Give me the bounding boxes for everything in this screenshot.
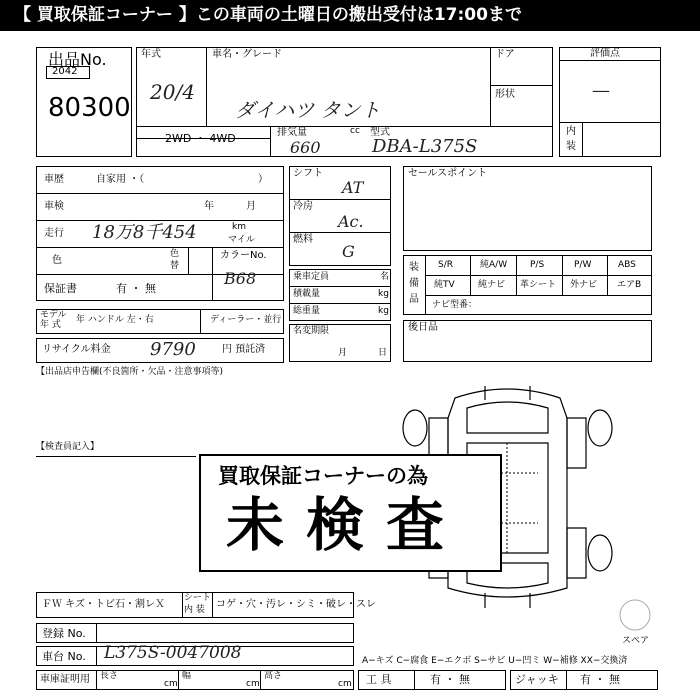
change-label: 名変期限 <box>293 326 330 336</box>
color-change-1: 色 <box>170 249 180 259</box>
navi-label: ナビ型番： <box>432 300 478 310</box>
reg-label: 登録 No. <box>42 627 86 640</box>
stamp-line-1: 買取保証コーナーの為 <box>218 464 428 488</box>
lot-label: 出品No. <box>48 50 107 69</box>
equip-label-3: 品 <box>409 294 419 305</box>
name-value: ダイハツ タント <box>235 98 381 122</box>
colorno-label: カラーNo. <box>220 250 267 261</box>
equip-navi: 純ナビ <box>478 280 506 290</box>
history-label: 車歴 <box>44 174 64 185</box>
seat-value: コゲ・穴・汚レ・シミ・破レ・スレ <box>216 599 376 610</box>
shaken-year-unit: 年 <box>204 201 214 212</box>
history-value: 自家用 ・（ <box>96 174 145 185</box>
after-label: 後日品 <box>408 322 438 333</box>
hei-cm: cm <box>338 679 352 689</box>
km-unit: km <box>232 222 246 232</box>
len-label: 長さ <box>100 671 119 681</box>
equip-leather: 革シート <box>520 280 557 290</box>
drive-label: 2WD ・ 4WD <box>165 132 236 145</box>
cap-label: 乗車定員 <box>293 272 330 282</box>
jack-label: ジャッキ <box>515 673 559 686</box>
door-label: ドア <box>495 49 515 60</box>
mileage-label: 走行 <box>44 228 64 239</box>
shift-label: シフト <box>293 168 323 179</box>
equip-sr: S/R <box>438 260 453 270</box>
tools-label: 工 具 <box>366 673 392 686</box>
year-label: 年式 <box>141 49 161 60</box>
shape-label: 形状 <box>495 89 515 100</box>
fuel-label: 燃料 <box>293 234 313 245</box>
hei-label: 高さ <box>264 671 283 681</box>
model-value: DBA-L375S <box>372 136 478 157</box>
spare-label: スペア <box>622 636 650 646</box>
equip-abs: ABS <box>618 260 636 270</box>
cap-unit: 名 <box>380 272 390 282</box>
load-unit: kg <box>378 289 389 299</box>
interior-label-2: 装 <box>566 141 576 152</box>
recycle-value: 9790 <box>150 339 196 360</box>
jack-value: 有 ・ 無 <box>580 673 620 686</box>
model-label: 型式 <box>370 127 390 138</box>
interior-label-1: 内 <box>566 126 576 137</box>
gross-label: 総重量 <box>293 306 321 316</box>
equip-ext-navi: 外ナビ <box>570 280 598 290</box>
cert-label: 車庫証明用 <box>40 674 90 685</box>
len-cm: cm <box>164 679 178 689</box>
shaken-month-unit: 月 <box>246 201 256 212</box>
color-change-2: 替 <box>170 261 180 271</box>
colorno-value: B68 <box>224 269 257 288</box>
inspector-label: 【検査員記入】 <box>36 442 100 452</box>
tools-value: 有 ・ 無 <box>430 673 470 686</box>
dealer-field: ディーラー・並行 <box>210 315 282 325</box>
score-value: — <box>592 80 610 101</box>
chassis-value: L375S-0047008 <box>104 643 242 663</box>
score-label: 評価点 <box>590 48 620 59</box>
shift-value: AT <box>342 178 364 197</box>
change-month: 月 <box>338 348 348 358</box>
gross-unit: kg <box>378 306 389 316</box>
spare-tire-icon <box>618 598 652 632</box>
model-year-label-2: 年 式 <box>40 320 61 330</box>
recycle-paid: 円 預託済 <box>222 344 266 355</box>
ac-value: Ac. <box>338 212 364 231</box>
chassis-label: 車台 No. <box>42 650 86 663</box>
equip-label-1: 装 <box>409 262 419 273</box>
equip-aw: 純A/W <box>480 260 508 270</box>
handle-field: 年 ハンドル 左・右 <box>76 315 154 325</box>
history-close: ） <box>258 174 268 185</box>
warranty-value: 有 ・ 無 <box>116 282 156 295</box>
wid-cm: cm <box>246 679 260 689</box>
header-banner: 【 買取保証コーナー 】この車両の土曜日の搬出受付は17:00まで <box>0 0 700 31</box>
recycle-label: リサイクル料金 <box>42 344 111 355</box>
ac-label: 冷房 <box>293 201 313 212</box>
sales-label: セールスポイント <box>408 168 488 179</box>
fuel-value: G <box>342 242 355 261</box>
after-box <box>403 320 652 362</box>
equip-pw: P/W <box>574 260 592 270</box>
shaken-label: 車検 <box>44 201 64 212</box>
disp-value: 660 <box>290 138 321 157</box>
disp-label: 排気量 <box>277 127 307 138</box>
name-label: 車名・グレード <box>212 49 282 60</box>
seat-label-2: 内 装 <box>184 605 205 615</box>
year-value: 20/4 <box>150 80 195 104</box>
seat-label-1: シート <box>184 593 212 603</box>
warranty-label: 保証書 <box>44 282 77 295</box>
mile-unit: マイル <box>228 235 255 245</box>
mileage-value: 18万8千454 <box>92 222 197 243</box>
equip-ps: P/S <box>530 260 545 270</box>
model-year-label-1: モデル <box>40 310 67 320</box>
stamp-line-2: 未検査 <box>226 491 467 559</box>
wid-label: 幅 <box>182 671 192 681</box>
change-day: 日 <box>378 348 388 358</box>
equip-label-2: 備 <box>409 278 419 289</box>
equip-tv: 純TV <box>434 280 455 290</box>
color-label: 色 <box>52 255 62 266</box>
load-label: 積載量 <box>293 289 321 299</box>
disp-unit: cc <box>350 126 360 136</box>
fw-label: ＦＷ キズ・トビ石・割レＸ <box>42 599 165 610</box>
damage-legend: A−キズ C−腐食 E−エクボ S−サビ U−凹ミ W−補修 XX−交換済 <box>362 656 628 666</box>
equip-airbag: エアB <box>617 280 642 290</box>
lot-number: 80300 <box>48 93 131 123</box>
lot-sub: 2042 <box>52 66 78 77</box>
report-label: 【出品店申告欄(不良箇所・欠品・注意事項等) <box>36 367 224 377</box>
